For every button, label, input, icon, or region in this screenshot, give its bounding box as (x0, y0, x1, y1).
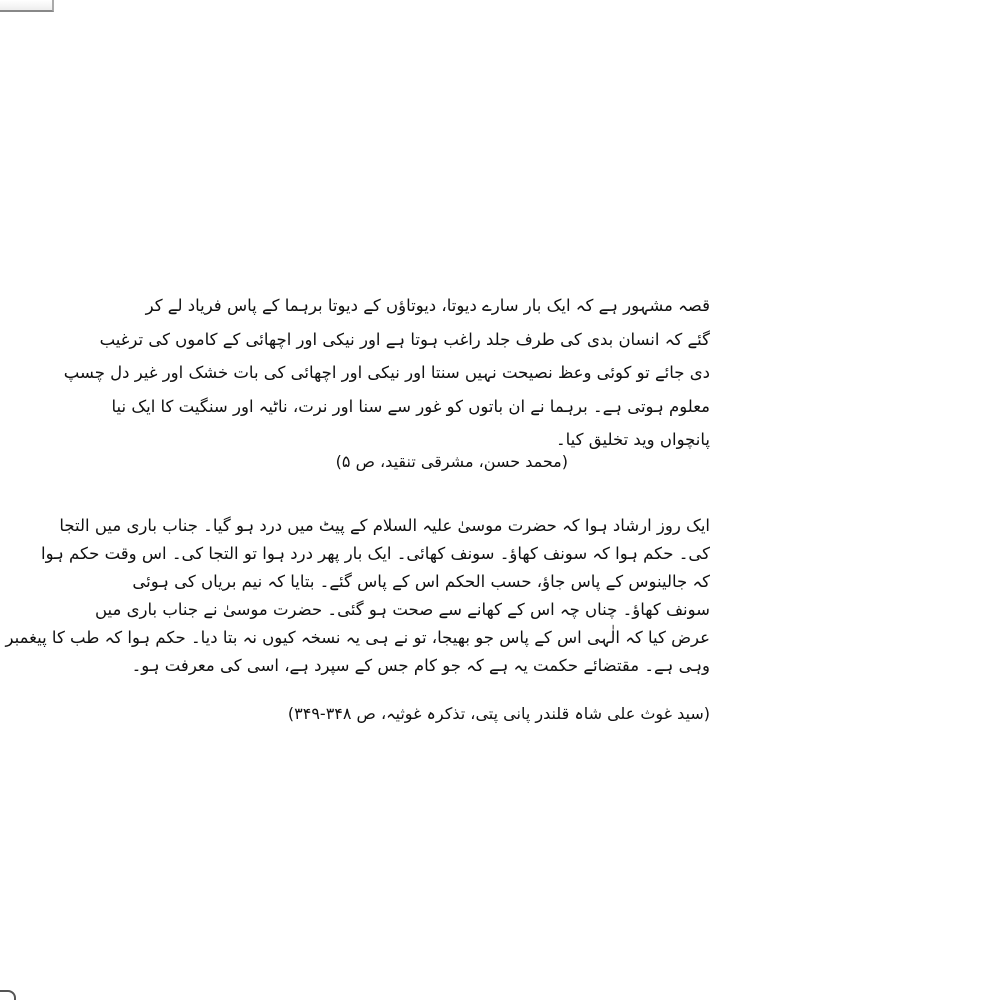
page-corner-mark (0, 990, 16, 1000)
citation-1: (محمد حسن، مشرقی تنقید، ص ۵) (335, 452, 568, 471)
passage-1 (63, 289, 710, 457)
text-line: عرض کیا کہ الٰہی اس کے پاس جو بھیجا، تو نے ہی یہ نسخہ کیوں نہ بتا دیا۔ حکم ہوا کہ طب کا پیغمبر (5, 628, 710, 647)
text-line: سونف کھاؤ۔ چناں چہ اس کے کھانے سے صحت ہو گئی۔ حضرت موسیٰ نے جناب باری میں (94, 600, 710, 619)
text-line: کہ جالینوس کے پاس جاؤ، حسب الحکم اس کے پاس گئے۔ بتایا کہ نیم بریاں کی ہوئی (132, 572, 710, 591)
text-line: معلوم ہوتی ہے۔ برہما نے ان باتوں کو غور سے سنا اور نرت، ناٹیہ اور سنگیت کا ایک نیا (111, 396, 710, 416)
text-line: قصہ مشہور ہے کہ ایک بار سارے دیوتا، دیوتاؤں کے دیوتا برہما کے پاس فریاد لے کر (145, 296, 710, 315)
passage-2 (5, 512, 710, 680)
citation-2: (سید غوث علی شاہ قلندر پانی پتی، تذکرہ غوثیہ، ص ۳۴۸-۳۴۹) (287, 704, 710, 723)
text-line: ایک روز ارشاد ہوا کہ حضرت موسیٰ علیہ السلام کے پیٹ میں درد ہو گیا۔ جناب باری میں التجا (59, 516, 710, 535)
page-corner-mark (0, 0, 54, 12)
text-line: وہی ہے۔ مقتضائے حکمت یہ ہے کہ جو کام جس کے سپرد ہے، اسی کی معرفت ہو۔ (131, 656, 710, 675)
text-line: دی جائے تو کوئی وعظ نصیحت نہیں سنتا اور نیکی اور اچھائی کی بات خشک اور غیر دل چسپ (63, 363, 710, 382)
text-line: پانچواں وید تخلیق کیا۔ (555, 430, 710, 449)
text-line: گئے کہ انسان بدی کی طرف جلد راغب ہوتا ہے اور نیکی اور اچھائی کے کاموں کی ترغیب (99, 329, 710, 349)
text-line: کی۔ حکم ہوا کہ سونف کھاؤ۔ سونف کھائی۔ ایک بار پھر درد ہوا تو التجا کی۔ اس وقت حکم ہوا (41, 544, 710, 563)
